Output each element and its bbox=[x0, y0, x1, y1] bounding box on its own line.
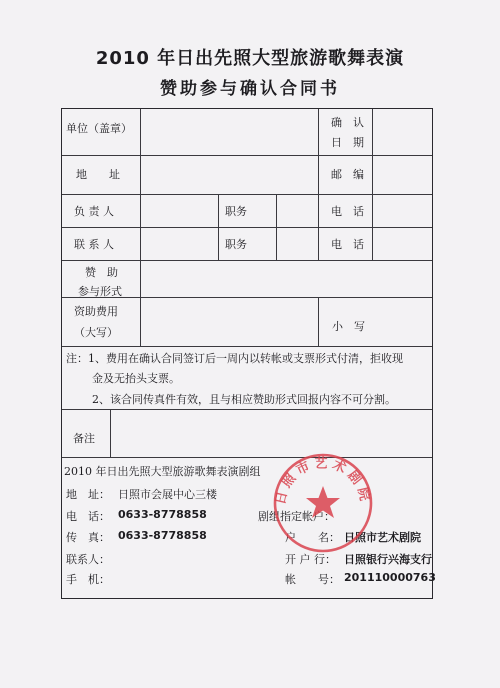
lowercase-amount-label: 小 写 bbox=[332, 320, 365, 333]
contact-position-field[interactable] bbox=[277, 227, 316, 258]
confirm-date-label: 确 认 bbox=[331, 116, 364, 129]
manager-position-label: 职务 bbox=[225, 205, 247, 218]
remark-label: 备注 bbox=[73, 432, 95, 445]
seal-star-icon bbox=[306, 486, 340, 518]
organizer-mobile-label: 手 机： bbox=[66, 573, 110, 586]
organizer-address-label: 地 址： bbox=[66, 488, 110, 501]
postcode-label: 邮 编 bbox=[331, 168, 364, 181]
organizer-name: 2010 年日出先照大型旅游歌舞表演剧组 bbox=[64, 465, 261, 478]
unit-label: 单位（盖章） bbox=[66, 122, 132, 135]
manager-phone-label: 电 话 bbox=[331, 205, 364, 218]
sponsor-fee-label: 资助费用 bbox=[74, 305, 118, 318]
bank-name-value: 日照银行兴海支行 bbox=[344, 553, 432, 566]
bank-designated-label: 剧组指定帐户： bbox=[258, 510, 335, 523]
confirm-date-label: 日 期 bbox=[331, 136, 364, 149]
column-divider bbox=[318, 297, 319, 346]
bank-account-name-label: 户 名： bbox=[285, 531, 340, 544]
row-divider bbox=[62, 346, 432, 347]
organizer-fax-label: 传 真： bbox=[66, 531, 110, 544]
address-field[interactable] bbox=[141, 155, 316, 192]
document-subtitle: 赞助参与确认合同书 bbox=[160, 79, 340, 99]
unit-field[interactable] bbox=[141, 110, 316, 154]
bank-name-label: 开 户 行： bbox=[285, 553, 336, 566]
contact-field[interactable] bbox=[141, 227, 216, 258]
contact-phone-field[interactable] bbox=[373, 227, 431, 258]
organizer-contact-label: 联系人： bbox=[66, 553, 110, 566]
note-line: 2、该合同传真件有效，且与相应赞助形式回报内容不可分割。 bbox=[92, 393, 396, 406]
contact-phone-label: 电 话 bbox=[331, 238, 364, 251]
organizer-address-value: 日照市会展中心三楼 bbox=[118, 488, 217, 501]
contact-position-label: 职务 bbox=[225, 238, 247, 251]
manager-label: 负 责 人 bbox=[74, 205, 114, 218]
official-seal-stamp bbox=[268, 448, 378, 558]
column-divider bbox=[318, 109, 319, 260]
postcode-field[interactable] bbox=[373, 155, 431, 192]
note-line: 注：1、费用在确认合同签订后一周内以转帐或支票形式付清，拒收现 bbox=[66, 352, 403, 365]
lowercase-amount-field[interactable] bbox=[373, 298, 431, 343]
address-label: 地 址 bbox=[76, 168, 120, 181]
note-line: 金及无抬头支票。 bbox=[92, 372, 180, 385]
sponsor-fee-field[interactable] bbox=[141, 298, 316, 343]
sponsor-form-field[interactable] bbox=[141, 261, 431, 296]
sponsor-form-label: 赞 助 bbox=[85, 266, 118, 279]
sponsor-fee-label: （大写） bbox=[74, 326, 118, 339]
column-divider bbox=[218, 194, 219, 260]
manager-phone-field[interactable] bbox=[373, 194, 431, 225]
document-title: 2010 年日出先照大型旅游歌舞表演 bbox=[95, 48, 405, 69]
confirm-date-field[interactable] bbox=[373, 110, 431, 154]
manager-position-field[interactable] bbox=[277, 194, 316, 225]
organizer-phone-label: 电 话： bbox=[66, 510, 110, 523]
bank-account-name-value: 日照市艺术剧院 bbox=[344, 531, 421, 544]
organizer-phone-value: 0633-8778858 bbox=[118, 508, 207, 521]
bank-account-number-value: 201110000763 bbox=[344, 571, 436, 584]
organizer-fax-value: 0633-8778858 bbox=[118, 529, 207, 542]
sponsor-form-label: 参与形式 bbox=[78, 285, 122, 298]
contact-label: 联 系 人 bbox=[74, 238, 114, 251]
manager-field[interactable] bbox=[141, 194, 216, 225]
seal-text: 日照市艺术剧院 bbox=[273, 456, 373, 507]
bank-account-number-label: 帐 号： bbox=[285, 573, 340, 586]
